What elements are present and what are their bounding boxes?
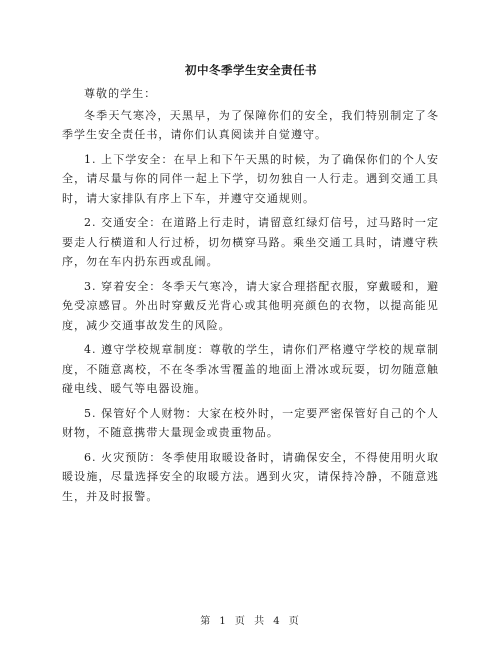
document-title: 初中冬季学生安全责任书 — [185, 63, 317, 77]
page-number-footer: 第 1 页 共 4 页 — [200, 616, 302, 627]
item-paragraph-4: 4. 遵守学校规章制度：尊敬的学生，请你们严格遵守学校的规章制度，不随意离校，不在冬季冰雪覆盖的地面上滑冰或玩耍，切勿随意触碰电线、暖气等电器设施。 — [62, 343, 439, 395]
item-paragraph-5: 5. 保管好个人财物：大家在校外时，一定要严密保管好自己的个人财物，不随意携带大量现金或贵重物品。 — [62, 406, 439, 439]
item-paragraph-3: 3. 穿着安全：冬季天气寒冷，请大家合理搭配衣服，穿戴暖和，避免受凉感冒。外出时穿戴反光背心或其他明亮颜色的衣物，以提高能见度，减少交通事故发生的风险。 — [62, 279, 439, 332]
item-paragraph-6: 6. 火灾预防：冬季使用取暖设备时，请确保安全，不得使用明火取暖设施，尽量选择安全的取暖方法。遇到火灾，请保持冷静，不随意逃生，并及时报警。 — [62, 450, 439, 503]
intro-paragraph: 冬季天气寒冷，天黑早，为了保障你们的安全，我们特别制定了冬季学生安全责任书，请你们认真阅读并自觉遵守。 — [62, 108, 439, 141]
document-body — [62, 84, 439, 511]
item-paragraph-1: 1. 上下学安全：在早上和下午天黑的时候，为了确保你们的个人安全，请尽量与你的同伴一起上下学，切勿独自一人行走。遇到交通工具时，请大家排队有序上下车，并遵守交通规则。 — [62, 152, 439, 205]
salutation: 尊敬的学生： — [84, 87, 157, 100]
item-paragraph-2: 2. 交通安全：在道路上行走时，请留意红绿灯信号，过马路时一定要走人行横道和人行过桥，切勿横穿马路。乘坐交通工具时，请遵守秩序，勿在车内扔东西或乱闹。 — [62, 216, 439, 268]
